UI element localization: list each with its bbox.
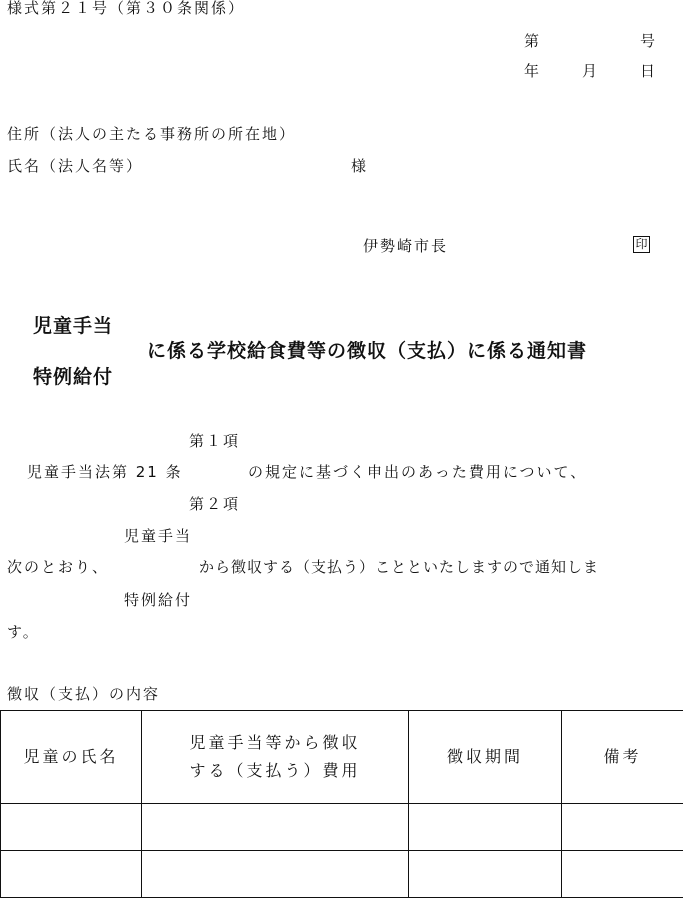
body-line-2b: から徴収する（支払う）ことといたしますので通知しま [199,558,600,576]
header-child-name: 児童の氏名 [1,711,142,804]
body-line-2a: 次のとおり、 [7,558,110,576]
collection-details-table [0,710,683,898]
section-label: 徴収（支払）の内容 [7,685,161,703]
clause-2: 第２項 [189,495,241,513]
cell-child-name [1,804,142,851]
body-option-child-allowance: 児童手当 [124,527,193,545]
title-option-special-benefit: 特例給付 [33,366,114,388]
doc-number-prefix: 第 [524,32,542,50]
doc-number-suffix: 号 [640,32,658,50]
title-option-child-allowance: 児童手当 [33,315,114,337]
cell-remarks [562,804,683,851]
body-line-1b: の規定に基づく申出のあった費用について、 [248,463,588,481]
seal-mark: 印 [633,236,650,253]
cell-period [409,851,562,898]
header-remarks: 備考 [562,711,683,804]
table-row [1,804,683,851]
name-label: 氏名（法人名等） [7,157,144,175]
cell-remarks [562,851,683,898]
header-amount-line-1: 児童手当等から徴収 [189,733,361,752]
table-header-row [1,711,683,804]
body-option-special-benefit: 特例給付 [124,591,193,609]
body-line-3: す。 [7,623,40,641]
table-row [1,851,683,898]
title-main: に係る学校給食費等の徴収（支払）に係る通知書 [147,340,588,362]
date-month: 月 [582,62,600,80]
honorific: 様 [351,157,369,175]
header-amount-line-2: する（支払う）費用 [189,761,361,780]
date-day: 日 [640,62,658,80]
cell-child-name [1,851,142,898]
date-year: 年 [524,62,542,80]
cell-period [409,804,562,851]
cell-amount [142,851,409,898]
form-number: 様式第２１号（第３０条関係） [7,0,246,17]
clause-1: 第１項 [189,432,241,450]
issuer-name: 伊勢崎市長 [363,237,449,255]
address-label: 住所（法人の主たる事務所の所在地） [7,125,297,143]
header-period: 徴収期間 [409,711,562,804]
body-line-1a: 児童手当法第 21 条 [27,463,183,481]
cell-amount [142,804,409,851]
header-amount [142,711,409,804]
